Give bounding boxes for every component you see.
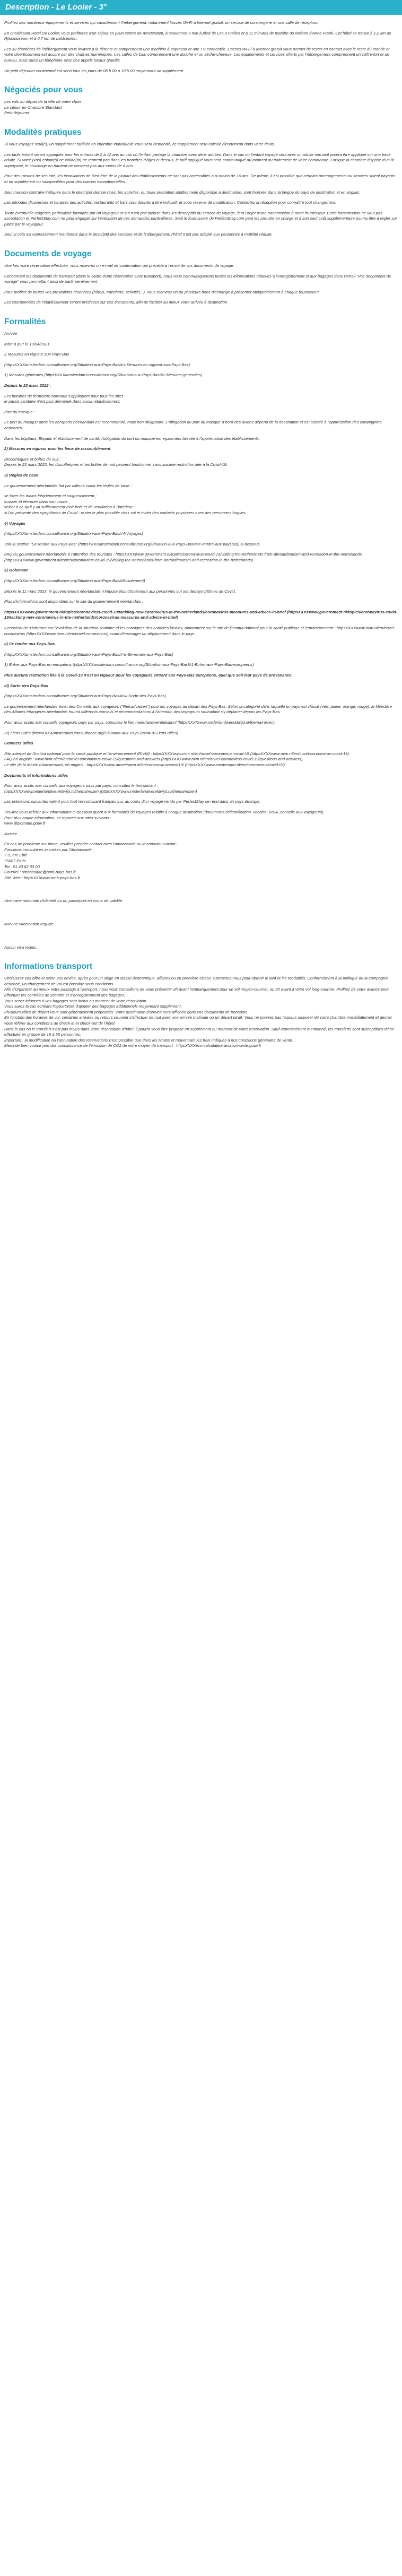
documents-paragraph: Une fois votre réservation effectuée, vous recevrez un e-mail de confirmation qui précédera l'envoi de vos documents de voyage. [4, 263, 234, 268]
section-title: Formalités [4, 317, 46, 327]
formalites-line: Depuis le 11 mars 2023, le gouvernement néerlandais n'impose plus d'isolement aux personnes qui ont des symptômes de Covid. [4, 588, 236, 594]
negocies-list [4, 99, 398, 116]
formalites-line: Mise à jour le 19/04/2021 [4, 341, 50, 346]
formalites-group [4, 457, 398, 468]
formalites-link[interactable]: (httpsXXXXamsterdam.consulfrance.org/Situation-aux-Pays-BasI#-II-Se-rendre-aux-Pays-Bas) [4, 652, 173, 657]
formalites-line: Pour avoir accès aux conseils voyageurs pays par pays, consultez le lien nederlandwereldwijd.nl (httpsXXXXwww.nederlandwereldwijd.nl/thema/reizen). [4, 719, 276, 725]
modalites-paragraph: Seul mention contraire indiquée dans le descriptif des services, les activités, ou toute prestation additionnelle disponible à destination, sont fournies dans la langue du pays de destination et en anglais. [4, 189, 361, 195]
formalites-link[interactable]: (httpsXXXXamsterdam.consulfrance.org/Situation-aux-Pays-BasI#4-Voyages) [4, 531, 143, 536]
informations-line: Vous aurez la cas échéant l'opportunité d'ajouter des bagages additionnels moyennant supplément. [4, 1004, 182, 1009]
modalites-paragraph: Seul si cela est expressément mentionné dans le descriptif des services et de l'hébergement, l'hôtel n'est pas adapté aux personnes à mobilité réduite. [4, 232, 273, 237]
section-title: Négociés pour vous [4, 85, 83, 95]
spacer [4, 909, 398, 922]
informations-line: Afin d'organiser au mieux votre passage à l'aéroport, nous vous conseillons de vous présenter 2h avant l'embarquement pour un vol moyen-courrier, ou 3h avant à votre vol long-courrier. Profitez de votre avance pour effectuer les contrôles de sécurité et d'enregistrement des bagages. [4, 987, 389, 998]
modalites-paragraph: Les périodes d'ouverture et horaires des activités, restaurants et bars sont donnés à titre indicatif, et sous réserve de modification. Contactez la réception pour connaître tout changement. [4, 200, 337, 205]
formalites-line: Depuis le 23 mars 2022, les discothèques et les boîtes de nuit peuvent fonctionner sans aucune restriction liée à la Covid-19. [4, 462, 228, 467]
section-informations [4, 962, 398, 1049]
formalites-line: Plus aucune restriction liée à la Covid-19 n'est en vigueur pour les voyageurs entrant aux Pays-Bas européens, quel que soit leur pays de provenance. [4, 673, 293, 678]
modalites-paragraph: Pour des raisons de sécurité, les installations de bien-être de la plupart des établissements ne sont pas accessibles aux moins de 16 ans. De même, il est possible que certains aménagements ou services soient payants et en supplément ou indisponibles pour des raisons exceptionnelles. [4, 174, 395, 184]
formalites-line: Il convient de s'informer sur l'évolution de la situation sanitaire et les consignes des autorités locales, notamment sur le site de l'Institut national pour la santé publique et l'environnement : httpsXXXXwww.rivm.nl/en/novel-coronavirus (httpsXXXXwww.rivm.nl/en/novel-coronavirus) avant d'envisager un déplacement dans le pays. [4, 626, 396, 636]
spacer [4, 932, 398, 945]
formalites-line: 2) Mesures en vigueur pour les lieux de rassemblement [4, 446, 111, 452]
formalites-line: si l'on présente des symptômes de Covid : rester le plus possible chez soi et éviter des contacts physiques avec des personnes fragiles. [4, 510, 247, 515]
modalites-paragraph: Si vous voyagez seul(e), un supplément tarifaire en chambre individuelle vous sera demandé, ce supplément sera calculé directement dans votre devis. [4, 141, 275, 146]
formalites-line: Fonctions consulaires assurées par l'Ambassade [4, 847, 92, 852]
modalites-paragraph: Toute éventuelle exigence particulière formulée par un voyageur et qui n'est pas incluse dans les descriptifs du service de voyage, fera l'objet d'une transmission à notre fournisseur. Cette transmission ne vaut pas acceptation et PerfectStay.com ne peut engager sur l'exécution de ces demandes particulières. Seul le fournisseur de PerfectStay.com peut les prendre en charge et à son seul coût supplémentaire pourra être à régler sur place par le voyageur. [4, 210, 397, 227]
section-documents [4, 249, 398, 306]
section-negocies [4, 85, 398, 116]
formalites-line: 1) Entrer aux Pays-Bas en européens (httpsXXXXamsterdam.consulfrance.org/Situation-aux-Pays-BasI#1-Entrer-aux-Pays-Bas-europeens) [4, 662, 254, 667]
formalites-link[interactable]: www.diplomatie.gouv.fr [4, 821, 46, 826]
formalites-line: Site internet de l'Institut national pour la santé publique et l'environnement (RIVM) : httpsXXXXwww.rivm.nl/en/novel-coronavirus-covid-19 (httpsXXXXwww.rivm.nl/en/novel-coronavirus-covid-19). [4, 751, 351, 756]
documents-paragraph: Pour profiter de toutes vos prestations réservées (hôtels, transferts, activités...), vous recevrez un ou plusieurs bons d'échange à présenter obligatoirement à chaque fournisseur. [4, 289, 320, 294]
informations-line: Dans le cas où le transfert n'est pas inclus dans votre réservation d'hôtel, il pourra vous être proposé en supplément au moment de votre réservation. Sauf expressément mentionné, les transferts sont susceptibles d'être effectués en groupe de 15 à 55 personnes. [4, 1026, 395, 1037]
formalites-link[interactable]: httpsXXXXwww.government.nl/topics/coronavirus-covid-19/tackling-new-coronavirus-in-the-netherlands/coronavirus-measures-and-advice-in-brief (httpsXXXXwww.government.nl/topics/coronavirus-covid-19/tackling-new-coronavirus-in-the-netherlands/coronavirus-measures-and-advice-in-brief) [4, 609, 398, 620]
list-item: Les vols au départ de la ville de votre choix [4, 99, 82, 105]
formalites-link[interactable]: (httpsXXXXamsterdam.consulfrance.org/Situation-aux-Pays-BasI#5-Isolement) [4, 578, 145, 584]
intro-paragraph: Les 32 chambres de l'hébergement vous invitent à la détente et comprennent une machine à expresso et une TV connectée. L'accès Wi-Fi à Internet gratuit vous permet de rester en contact avec le reste du monde et votre divertissement est assuré par des chaînes numériques. Les salles de bain comprennent une douche et un sèche-cheveux. Les équipements et services offerts par l'hébergement comprennent un coffre-fort et un bureau, mais aussi un téléphone avec des appels locaux gratuits. [4, 46, 390, 63]
formalites-line: Une carte nationale d'identité ou un passeport en cours de validité. [4, 898, 124, 904]
formalites-line: II) Se rendre aux Pays-Bas [4, 641, 55, 647]
formalites-group [4, 394, 398, 405]
formalites-link[interactable]: Courriel : ambassade@amb-pays-bas.fr [4, 870, 76, 875]
section-formalites [4, 317, 398, 950]
formalites-line: tousser et éternuer dans son coude ; [4, 499, 70, 504]
formalites-line: 3) Règles de base [4, 472, 39, 478]
formalites-link[interactable]: 1) Mesures générales (httpsXXXXamsterdam.consulfrance.org/Situation-aux-Pays-BasI#1-Mesures-generales) [4, 372, 203, 378]
formalites-line: 4) Voyages [4, 521, 25, 526]
formalites-line: Voir la section "Se rendre aux Pays-Bas" (httpsXXXXamsterdam.consulfrance.org/Situation-aux-Pays-BasI#se-rendre-aux-paysbas) ci-dessous. [4, 541, 261, 547]
formalites-line: Depuis le 23 mars 2022 : [4, 383, 51, 388]
section-modalites [4, 128, 398, 238]
formalites-line: Documents et informations utiles [4, 773, 68, 778]
formalites-line: I) Mesures en vigueur aux Pays-Bas [4, 352, 69, 357]
formalites-link[interactable]: (httpsXXXXamsterdam.consulfrance.org/Situation-aux-Pays-BasI#-III-Sortir-des-Pays-Bas) [4, 693, 166, 699]
formalites-line: Le site de la Mairie d'Amsterdam, en anglais : httpsXXXXwww.amsterdam.nl/en/coronavirus/covid19/ (httpsXXXXwww.amsterdam.nl/en/coronavirus/covid19/) [4, 762, 285, 767]
formalites-line: III) Sortir des Pays-Bas [4, 683, 48, 688]
informations-line: Choisissez vos offre et selon vos envies, après pour un siège en classe économique, affaires ou en première classe. Contactez-nous pour obtenir le tarif et les modalités. Conformément à la politique de la compagnie aérienne, un changement de vol est possible sous conditions. [4, 976, 389, 986]
intro-block [4, 20, 398, 74]
formalites-line: 5) Isolement [4, 568, 28, 573]
formalites-line: Le gouvernement néerlandais fait par ailleurs valoir les règles de base : [4, 483, 132, 488]
formalites-line: Arrivée [4, 331, 18, 336]
formalites-group [4, 783, 398, 794]
description-banner [0, 0, 402, 15]
formalites-line: Port du masque : [4, 409, 35, 414]
documents-paragraph: Concernant les documents de transport (dans le cadre d'une réservation avec transport), nous vous communiquerons toutes les informations relatives à l'enregistrement et aux bagages dans l'email "Vos documents de voyage" vous permettant ainsi de partir sereinement. [4, 273, 391, 284]
section-title: Modalités pratiques [4, 127, 82, 137]
formalites-link[interactable]: Site Web : httpXXXXwww.amb-pays-bas.fr [4, 875, 80, 880]
formalites-line: IV) Liens utiles (httpsXXXXamsterdam.consulfrance.org/Situation-aux-Pays-BasI#-IV-Liens-utiles) [4, 730, 179, 735]
formalites-line: Le gouvernement néerlandais émet des Conseils aux voyageurs ("Reisadviezen") pour les voyages au départ des Pays-Bas. Selon la catégorie dans laquelle un pays est classé (vert, jaune, orange, rouge), le Ministère des Affaires étrangères néerlandais fournit différents conseils et recommandations à l'attention des voyageurs souhaitant s'y déplacer depuis les Pays-Bas. [4, 704, 392, 715]
formalites-line: le passe sanitaire n'est plus demandé dans aucun établissement. [4, 399, 121, 404]
informations-line: Plusieurs villes de départ vous sont généralement proposées. Votre destination d'arrivée sera affichée dans vos documents de transport. [4, 1009, 248, 1014]
section-title: Documents de voyage [4, 249, 92, 259]
formalites-group [4, 810, 398, 827]
informations-group [4, 976, 398, 1049]
modalites-paragraph: Les tarifs enfant seront appliqués pour les enfants de 2 à 12 ans au cas où l'enfant partage la chambre avec deux adultes. Dans le cas où l'enfant voyage seul avec un adulte son tarif pourra être appliqué sur une base adulte. Si votre (vos) enfant(s) ne valide(nt) ne rentrent pas dans les tranches d'âges ci-dessus, le tarif appliqué vous sera communiqué au moment du traitement de votre commande. Lorsque la chambre dispose d'un lit superposé, le couchage en hauteur ne convient pas aux moins de 6 ans. [4, 152, 394, 168]
formalites-line: FAQ du gouvernement néerlandais à l'attention des touristes : httpsXXXXwww.government.nl/topics/coronavirus-covid-19/visiting-the-netherlands-from-abroad/tourism-and-recreation-in-the-netherlands (httpsXXXXwww.government.nl/topics/coronavirus-covid-19/visiting-the-netherlands-from-abroad/tourism-and-recreation-in-the-netherlands). [4, 552, 362, 562]
formalites-line: Les précisions suivantes valent pour tout ressortissant français qui, au cours d'un voyage vendu par PerfectStay se rend dans un pays étranger. [4, 799, 261, 804]
formalites-line: 7-9, rue Eblé [4, 853, 28, 858]
formalites-line: Pour avoir accès aux conseils aux voyageurs pays par pays, consultez le lien suivant : [4, 783, 158, 788]
formalites-line: Discothèques et boîtes de nuit : [4, 456, 61, 462]
formalites-line: Contacts utiles [4, 741, 33, 746]
embassy-block [4, 842, 398, 881]
description-page [0, 0, 402, 1049]
intro-paragraph: Profitez des nombreux équipements et services qui caractérisent l'hébergement, notamment l'accès Wi-Fi à Internet gratuit, un service de conciergerie et une salle de réception. [4, 20, 319, 25]
intro-paragraph: En choisissant Hotel De Looier, vous profiterez d'un séjour en plein centre de Amsterdam, à seulement 3 min à pied de Les 9 ruelles et à 11 minutes de marche du Maison d'Anne Frank. Cet hôtel se trouve à 1,2 km de Rijksmuseum et à 0,7 km de Leidseplein. [4, 30, 391, 41]
list-item: Le séjour en Chambre Standard [4, 105, 62, 110]
informations-link[interactable]: Merci de bien vouloir prendre connaissance de l'émission de CO2 de votre moyen de transport : httpsXXXXeco-calculateur.aviation-civile.gouv.fr [4, 1043, 261, 1048]
formalites-line: Aucun visa requis. [4, 944, 38, 950]
formalites-link[interactable]: httpsXXXXwww.nederlandwereldwijd.nl/thema/reizen (httpsXXXXwww.nederlandwereldwijd.nl/thema/reizen) [4, 788, 197, 794]
formalites-line: FAQ en anglais : www.rivm.nl/en/en/novel-coronavirus-covid-19/questions-and-answers (httpsXXXXwww.rivm.nl/en/novel-coronavirus-covid-19/questions-and-answers) [4, 757, 303, 762]
documents-paragraph: Les coordonnées de l'établissement seront précisées sur ces documents, afin de faciliter au mieux votre arrivée à destination. [4, 300, 229, 305]
formalites-line: Arrivée [4, 831, 18, 836]
formalites-line: Plus d'informations sont disponibles sur le site du gouvernement néerlandais : [4, 599, 143, 604]
formalites-line: Dans les hôpitaux, Ehpads et établissement de santé, l'obligation du port du masque est également laissée à l'appréciation des établissements. [4, 436, 260, 441]
formalites-group [4, 493, 398, 516]
formalites-group [4, 751, 398, 768]
formalites-link[interactable]: (httpsXXXXamsterdam.consulfrance.org/Situation-aux-Pays-BasI#-I-Mesures-en-vigueur-aux-Pays-Bas) [4, 362, 190, 367]
banner-title: Description - Le Looier - 3° [5, 3, 107, 12]
formalites-line: veiller à ce qu'il y ait suffisamment d'air frais et de ventilation à l'intérieur ; [4, 505, 135, 510]
informations-line: Important : la modification ou l'annulation des réservations n'est possible que dans les limites et moyennant les frais indiqués à nos conditions générales de vente. [4, 1037, 293, 1043]
formalites-line: Tel : 01.40.62.33.00 [4, 864, 40, 869]
formalites-line: 75007 Paris [4, 858, 26, 864]
list-item: Petit-déjeuner [4, 110, 30, 116]
informations-line: Vous serez informés à vos bagages sont inclus au moment de votre réservation. [4, 998, 147, 1003]
informations-line: En fonction des horaires de vol, certaines arrivées ou retours peuvent s'effectuer de nuit avec une arrivée matinale ou un départ tardif. Vous ne pourrez pas toujours disposer de votre chambre immédiatement et devrez vous référer aux conditions de check-in et check-out de l'hôtel. [4, 1015, 392, 1026]
formalites-line: Aucune vaccination requise. [4, 922, 55, 927]
intro-paragraph: Un petit déjeuner continental est servi tous les jours de 08 h 00 à 10 h 00 moyennant un supplément. [4, 68, 185, 73]
formalites-line: Les horaires de fermeture normaux s'appliquent pour tous les sites : [4, 393, 126, 398]
spacer [4, 886, 398, 898]
formalites-line: Le port du masque dans les aéroports néerlandais est recommandé, mais non obligatoire. L'obligation du port du masque à bord des avions dépend de la destination et est laissée à l'appréciation des compagnies aériennes. [4, 420, 382, 430]
formalites-line: En cas de problème sur place, veuillez prendre contact avec l'ambassade ou le consulat suivant : [4, 842, 178, 847]
formalites-line: se laver les mains fréquemment et soigneusement ; [4, 493, 97, 499]
formalites-line: Pour plus ample information, se reporter aux sites suivants : [4, 815, 111, 820]
section-title: Informations transport [4, 962, 93, 972]
formalites-line: Veuillez vous référer aux informations ci-dessous quant aux formalités de voyages relatifs à chaque destination (documents d'identification, vaccins, VISA, conseils aux voyageurs). [4, 809, 325, 814]
